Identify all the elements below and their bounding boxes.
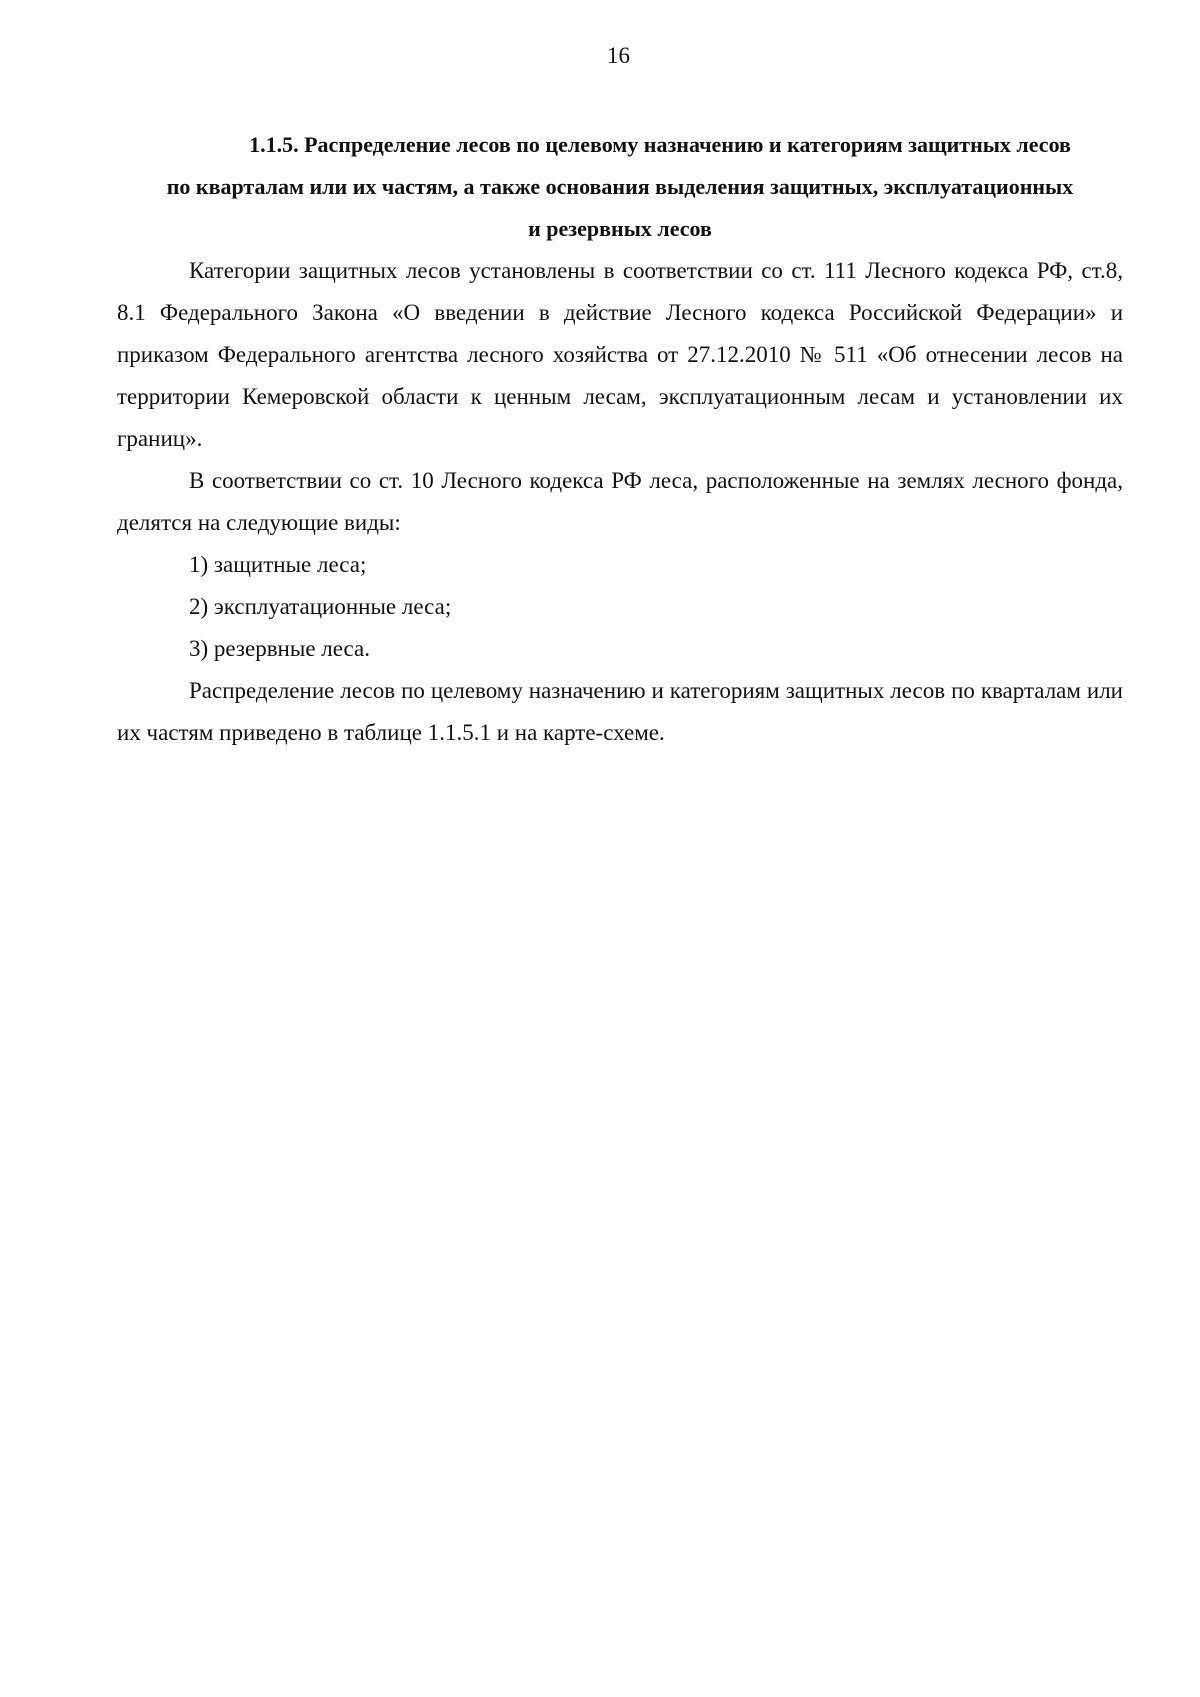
paragraph-distribution-reference: Распределение лесов по целевому назначению и категориям защитных лесов по кварталам или их частям приведено в таблице 1.1.5.1 и на карте-схеме. [117, 678, 1123, 745]
list-item-protective: 1) защитные леса; [189, 552, 367, 577]
paragraph-protective-categories: Категории защитных лесов установлены в соответствии со ст. 111 Лесного кодекса РФ, ст.8, 8.1 Федерального Закона «О введении в действие Лесного кодекса Российской Федерации» и приказом Федерального агентства лесного хозяйства от 27.12.2010 № 511 «Об отнесении лесов на территории Кемеровской области к ценным лесам, эксплуатационным лесам и установлении их границ». [117, 258, 1123, 451]
body-text [117, 250, 1123, 754]
section-heading-line-1: 1.1.5. Распределение лесов по целевому назначению и категориям защитных лесов [249, 132, 1071, 157]
section-heading-line-2: по кварталам или их частям, а также основания выделения защитных, эксплуатационных [166, 174, 1074, 199]
section-heading-line-3: и резервных лесов [528, 216, 712, 241]
list-item-exploitation: 2) эксплуатационные леса; [189, 594, 452, 619]
section-heading [117, 124, 1123, 250]
list-item-reserve: 3) резервные леса. [189, 636, 370, 661]
page-number: 16 [607, 43, 630, 68]
paragraph-forest-types-intro: В соответствии со ст. 10 Лесного кодекса РФ леса, расположенные на землях лесного фонда, делятся на следующие виды: [117, 468, 1123, 535]
